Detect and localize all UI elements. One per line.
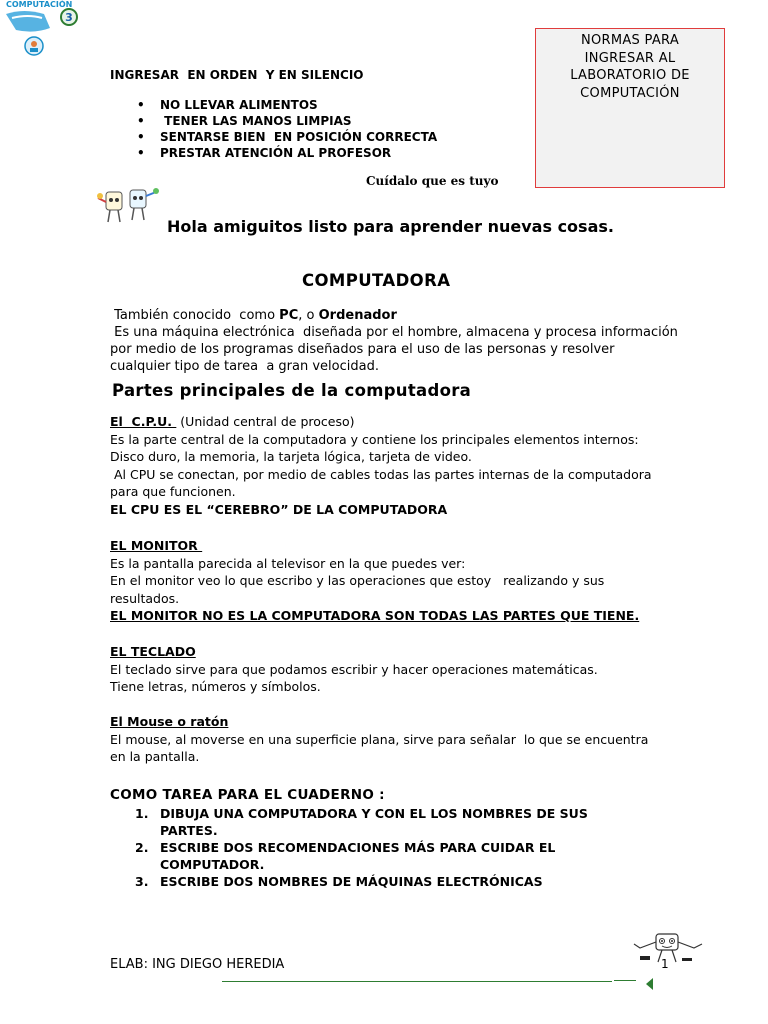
footer-rule: [222, 981, 612, 982]
mouse-line: en la pantalla.: [110, 749, 200, 764]
monitor-line: resultados.: [110, 590, 180, 606]
homework-title: COMO TAREA PARA EL CUADERNO :: [110, 787, 385, 803]
parts-title: Partes principales de la computadora: [112, 381, 472, 400]
cpu-line: Disco duro, la memoria, la tarjeta lógica, tarjeta de video.: [110, 449, 472, 464]
cpu-heading: El C.P.U.: [110, 414, 177, 429]
rules-box-line: LABORATORIO DE: [570, 68, 690, 83]
keyboard-line: Tiene letras, números y símbolos.: [110, 679, 321, 694]
definition-line: por medio de los programas diseñados para el uso de las personas y resolver: [110, 342, 615, 357]
homework-item: [110, 873, 630, 890]
definition-sep: , o: [298, 308, 319, 323]
monitor-section: [110, 537, 670, 625]
cpu-line: Es la parte central de la computadora y contiene los principales elementos internos:: [110, 431, 639, 447]
homework-item: [110, 839, 630, 873]
cartoon-computers-illustration: [94, 186, 160, 226]
homework-list: [110, 805, 630, 890]
page-number: 1: [661, 957, 669, 971]
computacion-logo: [4, 0, 80, 58]
monitor-heading: EL MONITOR: [110, 538, 203, 553]
homework-item-text: DIBUJA UNA COMPUTADORA Y CON EL LOS NOMBRES DE SUS PARTES.: [160, 806, 588, 838]
greeting: Hola amiguitos listo para aprender nuevas cosas.: [167, 217, 614, 236]
definition-prefix: También conocido como: [110, 308, 280, 323]
logo-text: COMPUTACIÓN: [6, 0, 73, 9]
homework-item-number: 3.: [135, 874, 149, 889]
cpu-line: Al CPU se conectan, por medio de cables todas las partes internas de la computadora: [110, 466, 652, 482]
cpu-section: [110, 413, 670, 518]
logo-badge: 3: [65, 11, 73, 24]
cartoon-mascot-illustration: [628, 928, 712, 972]
definition: [110, 307, 678, 375]
mouse-line: El mouse, al moverse en una superficie plana, sirve para señalar lo que se encuentra: [110, 731, 649, 747]
rules-list: [110, 97, 530, 161]
monitor-line: Es la pantalla parecida al televisor en la que puedes ver:: [110, 555, 466, 571]
rule-item: • PRESTAR ATENCIÓN AL PROFESOR: [110, 145, 530, 161]
footer-author: ELAB: ING DIEGO HEREDIA: [110, 957, 285, 972]
homework-item-number: 2.: [135, 840, 149, 855]
footer-rule-tail: [614, 980, 636, 981]
term-ordenador: Ordenador: [318, 308, 397, 323]
keyboard-section: [110, 643, 670, 696]
term-pc: PC: [279, 308, 299, 323]
definition-line: Es una máquina electrónica diseñada por el hombre, almacena y procesa información: [110, 325, 678, 340]
lab-rules-box: [535, 28, 725, 188]
rules-box-line: NORMAS PARA: [580, 33, 680, 48]
keyboard-line: El teclado sirve para que podamos escribir y hacer operaciones matemáticas.: [110, 661, 598, 677]
rule-item: • NO LLEVAR ALIMENTOS: [110, 97, 530, 113]
cpu-emphasis: EL CPU ES EL “CEREBRO” DE LA COMPUTADORA: [110, 501, 448, 517]
definition-line: cualquier tipo de tarea a gran velocidad.: [110, 359, 379, 374]
footer-arrow-icon: [646, 978, 653, 990]
mouse-heading: El Mouse o ratón: [110, 714, 229, 729]
rule-item: • SENTARSE BIEN EN POSICIÓN CORRECTA: [110, 129, 530, 145]
homework-item-text: ESCRIBE DOS NOMBRES DE MÁQUINAS ELECTRÓNICAS: [160, 874, 543, 889]
monitor-emphasis: EL MONITOR NO ES LA COMPUTADORA SON TODAS LAS PARTES QUE TIENE.: [110, 608, 640, 623]
rule-item: • TENER LAS MANOS LIMPIAS: [110, 113, 530, 129]
intro-line: INGRESAR EN ORDEN Y EN SILENCIO: [110, 68, 364, 82]
homework-item: [110, 805, 630, 839]
homework-item-text: ESCRIBE DOS RECOMENDACIONES MÁS PARA CUIDAR EL COMPUTADOR.: [160, 840, 556, 872]
main-title: COMPUTADORA: [302, 271, 451, 290]
mouse-section: [110, 713, 670, 766]
care-note: Cuídalo que es tuyo: [366, 174, 499, 188]
rules-box-line: COMPUTACIÓN: [580, 85, 680, 101]
keyboard-heading: EL TECLADO: [110, 644, 196, 659]
rules-box-line: INGRESAR AL: [584, 50, 676, 66]
cpu-line: para que funcionen.: [110, 484, 236, 499]
homework-item-number: 1.: [135, 806, 149, 821]
monitor-line: En el monitor veo lo que escribo y las operaciones que estoy realizando y sus: [110, 573, 605, 588]
cpu-subtitle: (Unidad central de proceso): [176, 414, 355, 429]
